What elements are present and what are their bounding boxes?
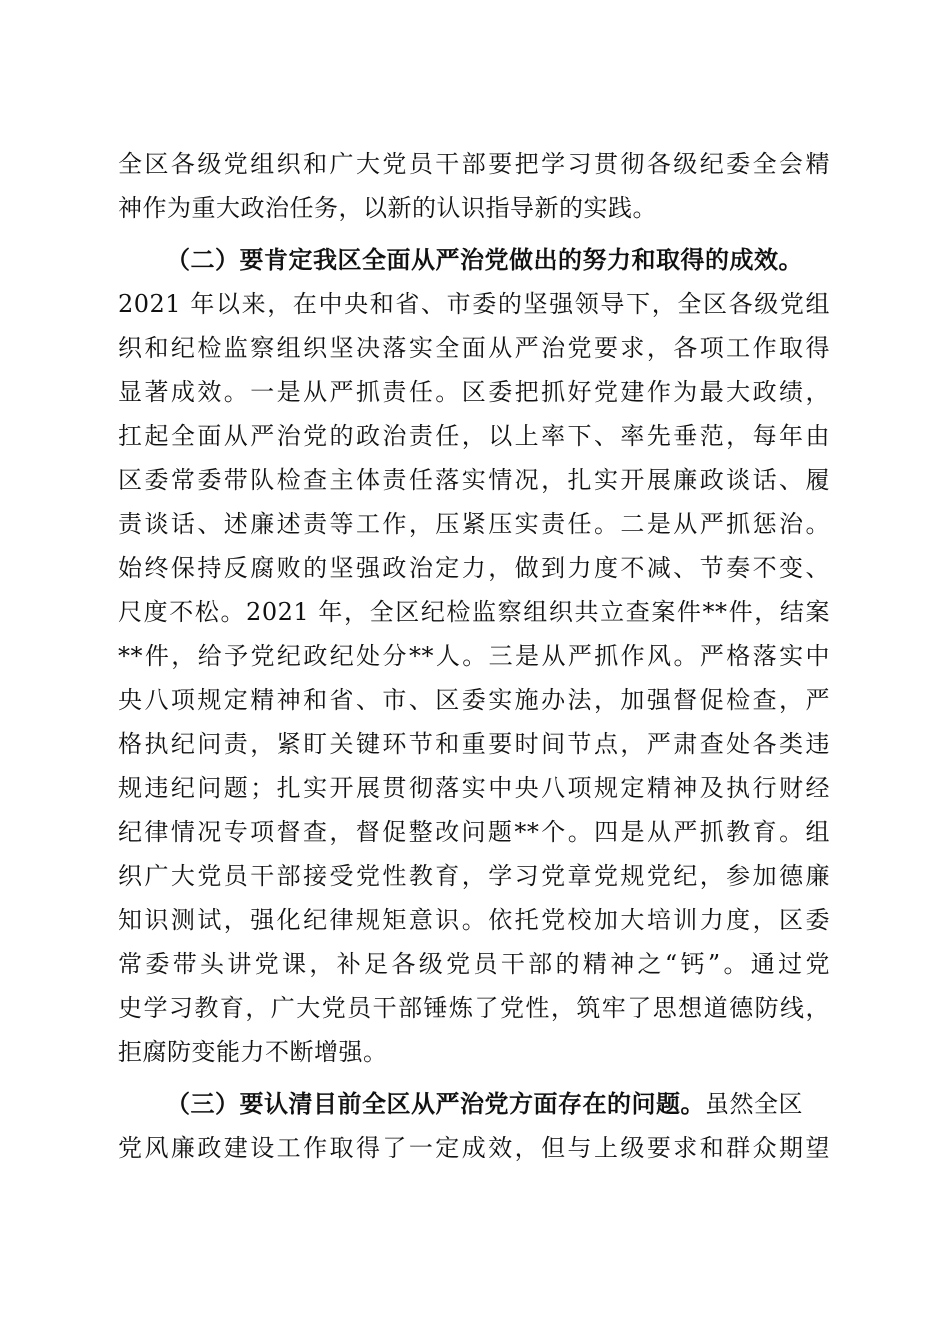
text-line: 显著成效。一是从严抓责任。区委把抓好党建作为最大政绩， (118, 378, 830, 406)
text-line: 格执纪问责，紧盯关键环节和重要时间节点，严肃查处各类违 (118, 730, 830, 758)
text-line: 全区各级党组织和广大党员干部要把学习贯彻各级纪委全会精 (118, 150, 830, 178)
section-heading: （二）要肯定我区全面从严治党做出的努力和取得的成效。 (166, 245, 803, 274)
heading-tail-text: 虽然全区 (705, 1090, 803, 1118)
section-heading: （三）要认清目前全区从严治党方面存在的问题。 (166, 1089, 705, 1118)
section-heading-line (118, 1082, 830, 1126)
text-line: 央八项规定精神和省、市、区委实施办法，加强督促检查，严 (118, 686, 830, 714)
text-line: 知识测试，强化纪律规矩意识。依托党校加大培训力度，区委 (118, 906, 830, 934)
text-line: 常委带头讲党课，补足各级党员干部的精神之“钙”。通过党 (118, 950, 830, 978)
text-line: 党风廉政建设工作取得了一定成效，但与上级要求和群众期望 (118, 1134, 830, 1162)
text-line: 神作为重大政治任务，以新的认识指导新的实践。 (118, 194, 657, 222)
text-line: 纪律情况专项督查，督促整改问题**个。四是从严抓教育。组 (118, 818, 830, 846)
text-line: 织广大党员干部接受党性教育，学习党章党规党纪，参加德廉 (118, 862, 830, 890)
text-line: 始终保持反腐败的坚强政治定力，做到力度不减、节奏不变、 (118, 554, 830, 582)
text-line: 扛起全面从严治党的政治责任，以上率下、率先垂范，每年由 (118, 422, 830, 450)
paragraph-gap (118, 1074, 830, 1082)
text-line: 2021 年以来，在中央和省、市委的坚强领导下，全区各级党组 (118, 290, 830, 318)
text-line: 拒腐防变能力不断增强。 (118, 1038, 388, 1066)
text-line: 史学习教育，广大党员干部锤炼了党性，筑牢了思想道德防线， (118, 994, 830, 1022)
text-line: 尺度不松。2021 年，全区纪检监察组织共立查案件**件，结案 (118, 598, 830, 626)
paragraph-gap (118, 230, 830, 238)
text-line: 织和纪检监察组织坚决落实全面从严治党要求，各项工作取得 (118, 334, 830, 362)
text-line: **件，给予党纪政纪处分**人。三是从严抓作风。严格落实中 (118, 642, 830, 670)
text-line: 责谈话、述廉述责等工作，压紧压实责任。二是从严抓惩治。 (118, 510, 830, 538)
text-line: 区委常委带队检查主体责任落实情况，扎实开展廉政谈话、履 (118, 466, 830, 494)
body-text (118, 142, 830, 1170)
text-line: 规违纪问题；扎实开展贯彻落实中央八项规定精神及执行财经 (118, 774, 830, 802)
